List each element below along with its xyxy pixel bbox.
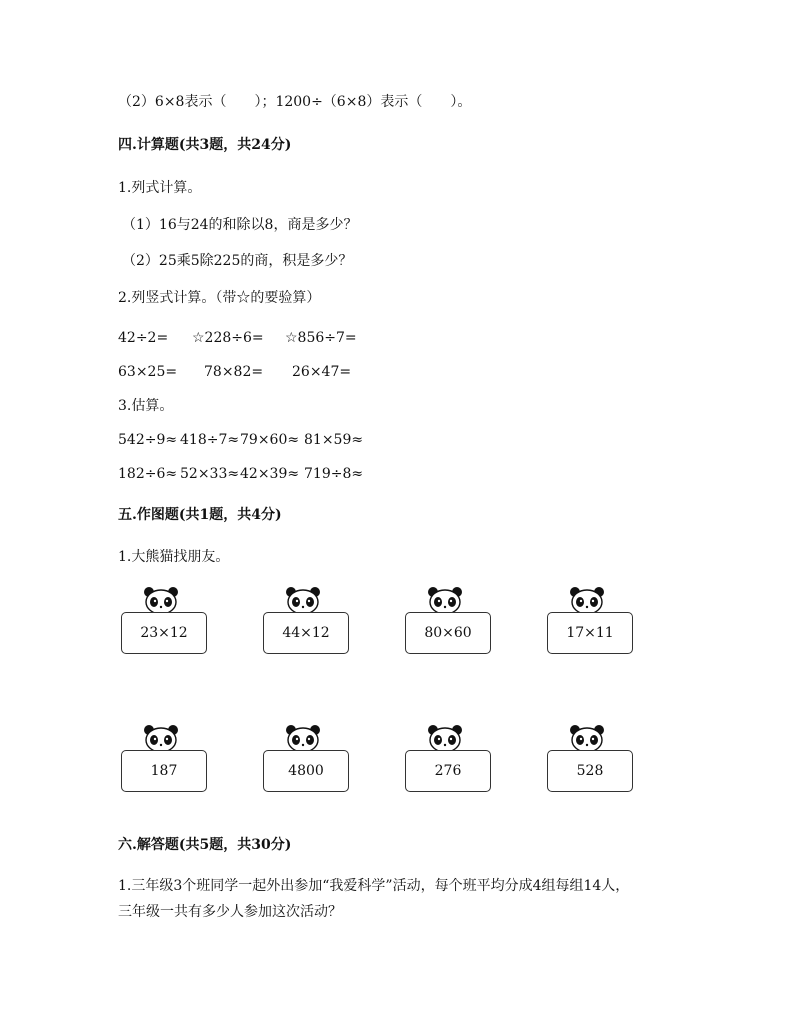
result-box[interactable]: 4800: [263, 750, 349, 792]
panda-card: [263, 724, 383, 804]
q3-expression: 182÷6≈: [118, 466, 178, 482]
panda-icon: [285, 586, 321, 614]
panda-card: [121, 724, 241, 804]
q2-expression: 42÷2=: [118, 330, 169, 346]
section-4-q3-title: 3.估算。: [118, 398, 174, 414]
panda-card: [263, 586, 383, 666]
result-box[interactable]: 276: [405, 750, 491, 792]
expression-box[interactable]: 17×11: [547, 612, 633, 654]
q3-expression: 81×59≈: [304, 432, 364, 448]
section-6-q1-line-2: 三年级一共有多少人参加这次活动？: [118, 904, 342, 920]
section-4-q1-item-2: （2）25乘5除225的商，积是多少？: [122, 253, 353, 269]
panda-icon: [143, 724, 179, 752]
section-6-q1-line-1: 1.三年级3个班同学一起外出参加“我爱科学”活动，每个班平均分成4组每组14人，: [118, 878, 630, 894]
q2-expression: ☆228÷6=: [192, 330, 264, 346]
q2-expression: ☆856÷7=: [285, 330, 357, 346]
section-4-q1-title: 1.列式计算。: [118, 180, 202, 196]
q2-expression: 78×82=: [204, 364, 264, 380]
panda-card: [405, 586, 525, 666]
section-4-q2-title: 2.列竖式计算。（带☆的要验算）: [118, 290, 321, 306]
section-6-heading: 六.解答题(共5题，共30分): [118, 837, 292, 853]
section-5-q1-title: 1.大熊猫找朋友。: [118, 549, 230, 565]
panda-icon: [569, 586, 605, 614]
q3-expression: 79×60≈: [240, 432, 300, 448]
panda-card: [547, 586, 667, 666]
panda-card: [121, 586, 241, 666]
panda-icon: [427, 586, 463, 614]
result-box[interactable]: 187: [121, 750, 207, 792]
q3-expression: 52×33≈: [180, 466, 240, 482]
section-4-q1-item-1: （1）16与24的和除以8，商是多少？: [122, 217, 358, 233]
q2-expression: 26×47=: [292, 364, 352, 380]
intro-question-line: （2）6×8表示（ ）；1200÷（6×8）表示（ ）。: [118, 94, 472, 110]
panda-icon: [427, 724, 463, 752]
expression-box[interactable]: 80×60: [405, 612, 491, 654]
q3-expression: 418÷7≈: [180, 432, 240, 448]
panda-icon: [143, 586, 179, 614]
q3-expression: 542÷9≈: [118, 432, 178, 448]
panda-card: [547, 724, 667, 804]
section-4-heading: 四.计算题(共3题，共24分): [118, 137, 292, 153]
q3-expression: 719÷8≈: [304, 466, 364, 482]
expression-box[interactable]: 44×12: [263, 612, 349, 654]
panda-icon: [569, 724, 605, 752]
expression-box[interactable]: 23×12: [121, 612, 207, 654]
result-box[interactable]: 528: [547, 750, 633, 792]
q3-expression: 42×39≈: [240, 466, 300, 482]
panda-icon: [285, 724, 321, 752]
panda-card: [405, 724, 525, 804]
section-5-heading: 五.作图题(共1题，共4分): [118, 507, 282, 523]
q2-expression: 63×25=: [118, 364, 178, 380]
